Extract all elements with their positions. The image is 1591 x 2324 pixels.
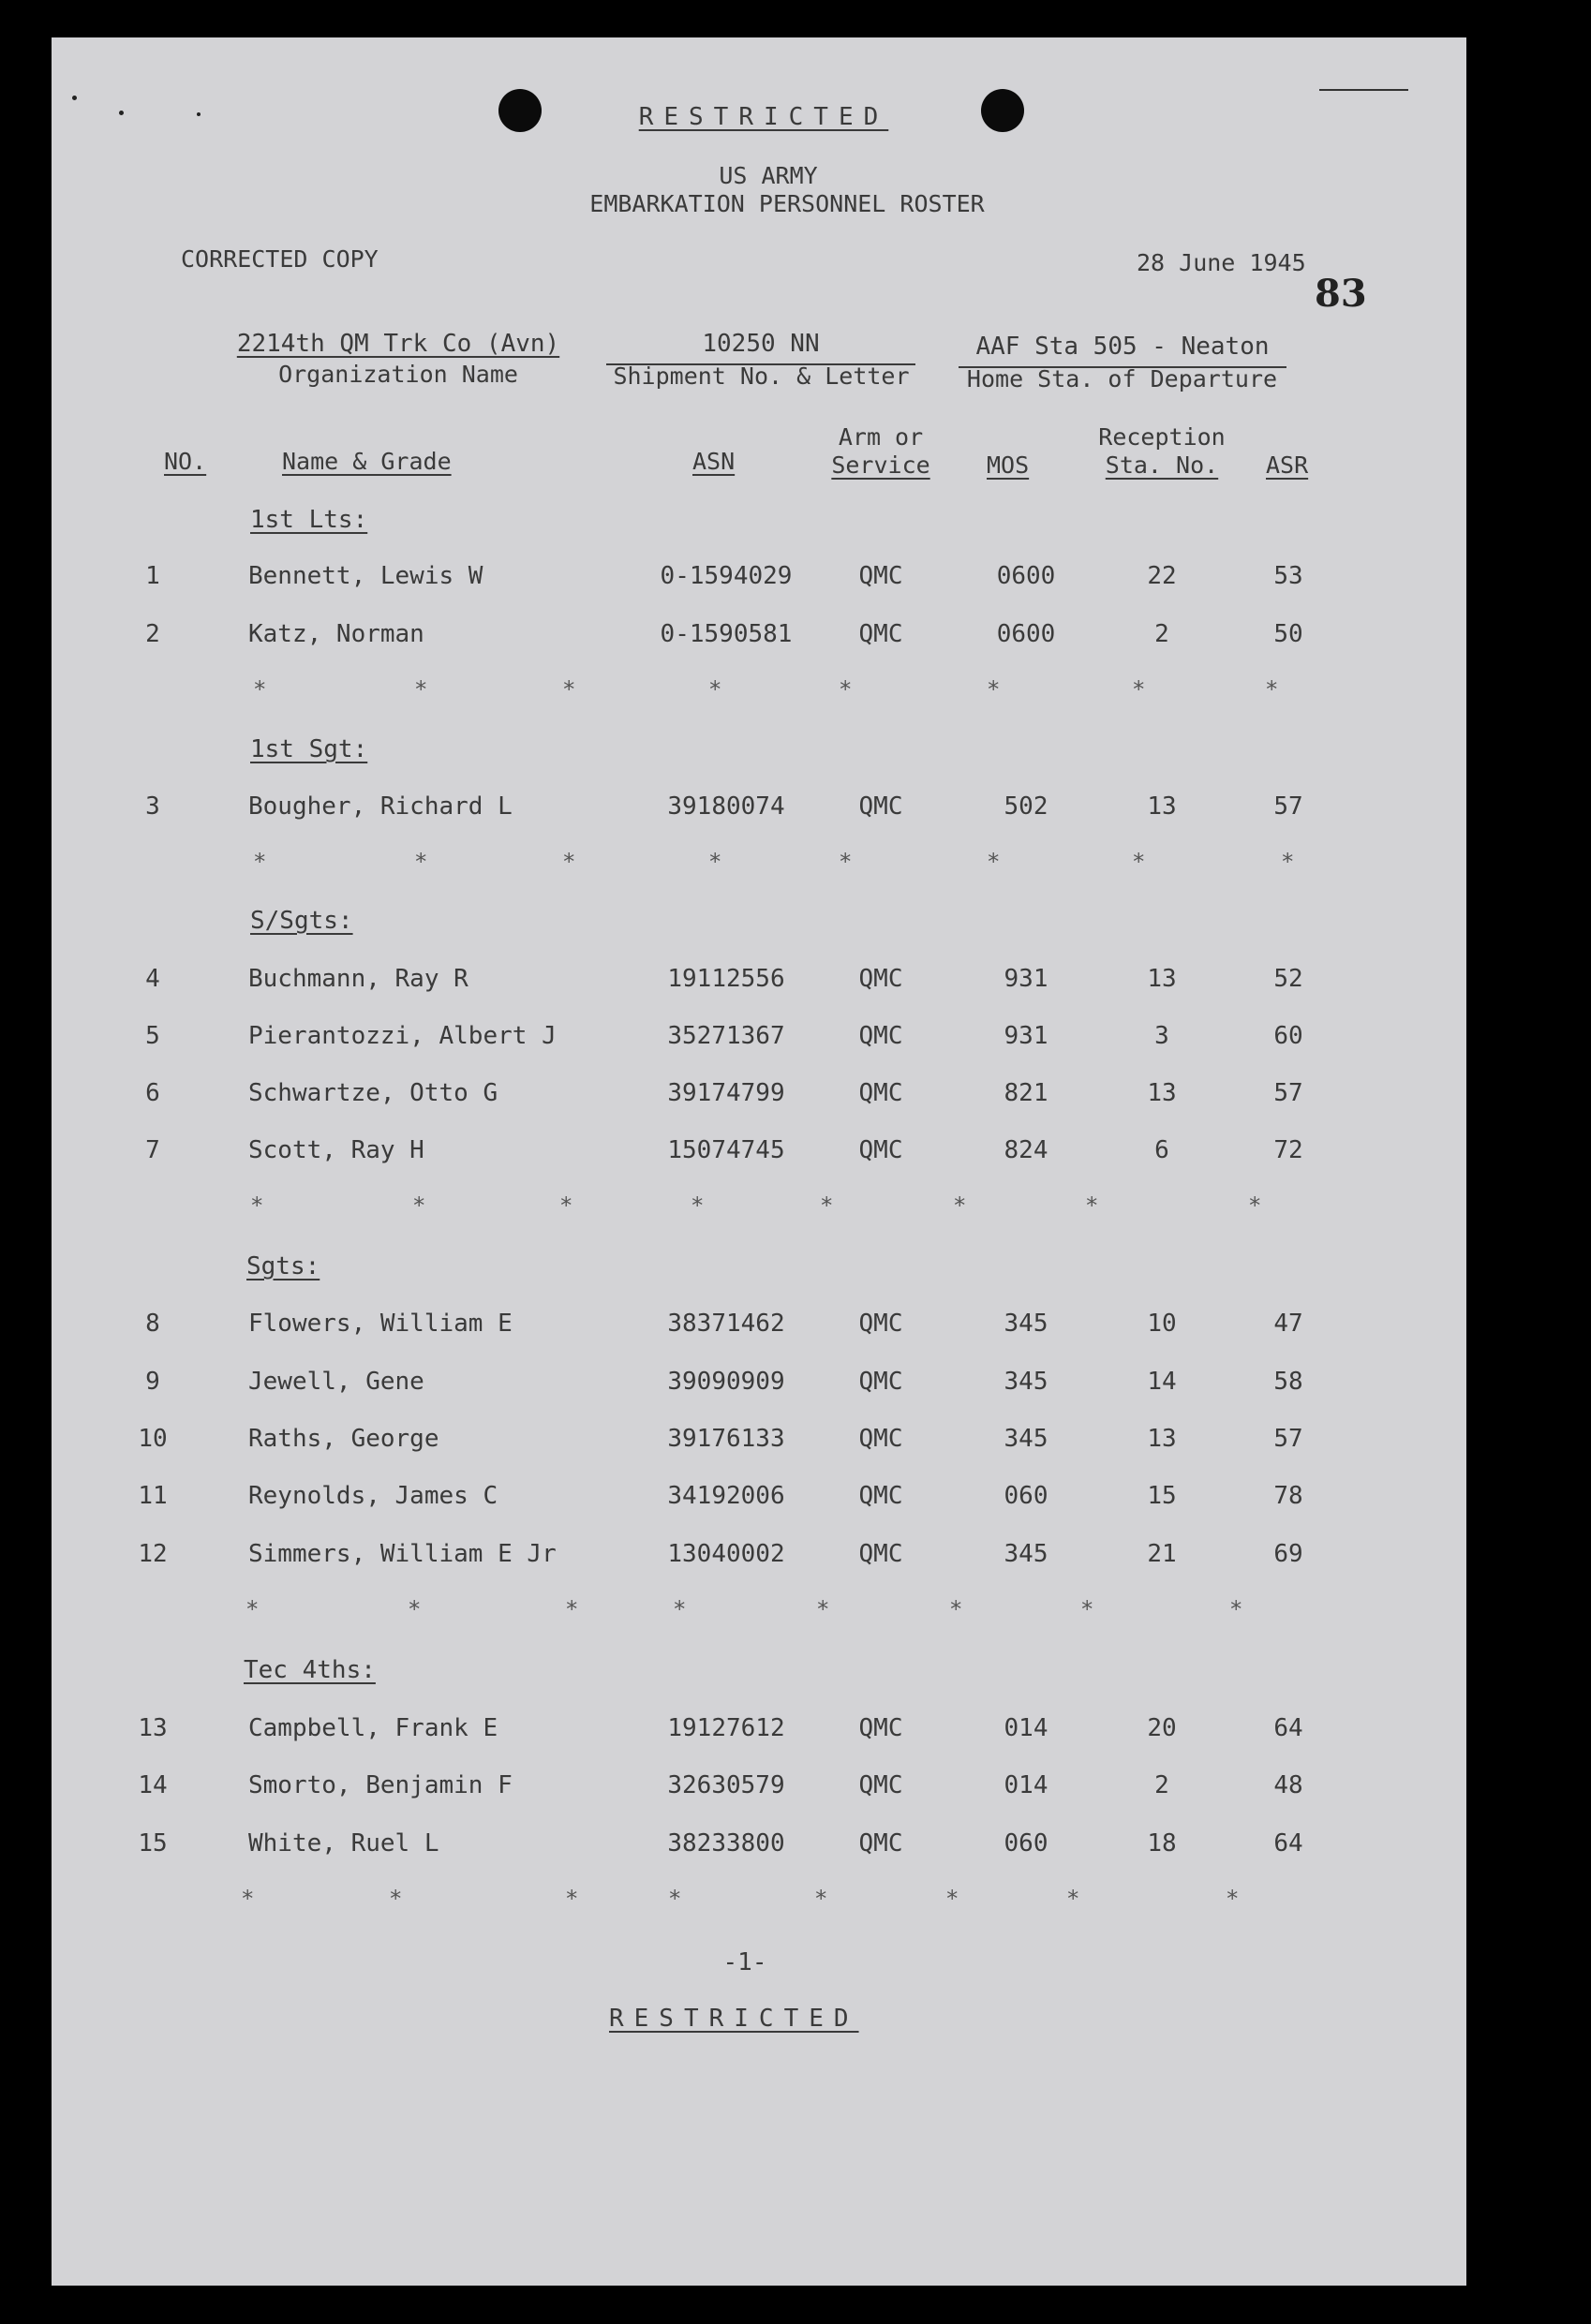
- cell-no: 14: [138, 1771, 168, 1799]
- cell-reception: 13: [1147, 965, 1177, 993]
- column-header-name: Name & Grade: [282, 448, 452, 475]
- separator-row: [52, 1886, 1466, 1914]
- cell-asr: 48: [1273, 1771, 1303, 1799]
- cell-asn: 39090909: [667, 1368, 785, 1396]
- shipment-value: 10250 NN: [606, 330, 915, 365]
- cell-arm: QMC: [858, 1079, 903, 1107]
- paper-mark: [1319, 89, 1408, 91]
- cell-name: Campbell, Frank E: [248, 1714, 498, 1742]
- cell-mos: 060: [1004, 1829, 1048, 1858]
- cell-asn: 39174799: [667, 1079, 785, 1107]
- punch-hole: [498, 89, 542, 132]
- separator-star: *: [839, 676, 853, 703]
- separator-star: *: [708, 849, 722, 875]
- column-header-mos: MOS: [987, 451, 1030, 479]
- separator-star: *: [1281, 849, 1295, 875]
- cell-mos: 931: [1004, 965, 1048, 993]
- cell-asr: 72: [1273, 1136, 1303, 1164]
- classification-top: RESTRICTED: [638, 103, 889, 131]
- cell-asn: 34192006: [667, 1482, 785, 1510]
- cell-no: 4: [145, 965, 160, 993]
- cell-mos: 345: [1004, 1310, 1048, 1338]
- separator-star: *: [1132, 676, 1146, 703]
- separator-star: *: [1132, 849, 1146, 875]
- agency-line: US ARMY: [719, 162, 818, 189]
- separator-star: *: [565, 1596, 579, 1622]
- cell-asn: 0-1594029: [660, 562, 793, 590]
- separator-star: *: [253, 676, 267, 703]
- cell-asn: 15074745: [667, 1136, 785, 1164]
- table-row: [52, 965, 1466, 1002]
- cell-reception: 13: [1147, 1425, 1177, 1453]
- organization-label: Organization Name: [278, 361, 518, 388]
- cell-name: Schwartze, Otto G: [248, 1079, 498, 1107]
- cell-asr: 64: [1273, 1829, 1303, 1858]
- cell-arm: QMC: [858, 1540, 903, 1568]
- cell-name: Reynolds, James C: [248, 1482, 498, 1510]
- cell-arm: QMC: [858, 1714, 903, 1742]
- separator-star: *: [245, 1596, 260, 1622]
- separator-star: *: [1226, 1886, 1240, 1912]
- cell-asr: 57: [1273, 1425, 1303, 1453]
- cell-arm: QMC: [858, 1425, 903, 1453]
- cell-arm: QMC: [858, 1136, 903, 1164]
- column-header-no: NO.: [164, 448, 207, 475]
- table-row: [52, 1022, 1466, 1059]
- cell-mos: 821: [1004, 1079, 1048, 1107]
- paper-speck: [119, 111, 124, 115]
- cell-no: 7: [145, 1136, 160, 1164]
- table-row: [52, 1540, 1466, 1577]
- cell-asn: 35271367: [667, 1022, 785, 1050]
- separator-star: *: [253, 849, 267, 875]
- cell-reception: 3: [1154, 1022, 1169, 1050]
- separator-star: *: [408, 1596, 422, 1622]
- cell-no: 5: [145, 1022, 160, 1050]
- table-row: [52, 1368, 1466, 1405]
- cell-asr: 78: [1273, 1482, 1303, 1510]
- cell-name: Buchmann, Ray R: [248, 965, 468, 993]
- column-header-arm-line2: Service: [831, 451, 930, 479]
- cell-arm: QMC: [858, 1022, 903, 1050]
- cell-arm: QMC: [858, 965, 903, 993]
- table-row: [52, 1136, 1466, 1174]
- cell-reception: 18: [1147, 1829, 1177, 1858]
- separator-star: *: [241, 1886, 255, 1912]
- separator-star: *: [987, 676, 1001, 703]
- grade-heading: S/Sgts:: [250, 907, 353, 935]
- cell-reception: 2: [1154, 1771, 1169, 1799]
- cell-asr: 52: [1273, 965, 1303, 993]
- cell-mos: 345: [1004, 1368, 1048, 1396]
- cell-asn: 0-1590581: [660, 620, 793, 648]
- cell-reception: 6: [1154, 1136, 1169, 1164]
- separator-star: *: [562, 676, 576, 703]
- cell-name: Bougher, Richard L: [248, 792, 513, 821]
- column-header-reception-line2: Sta. No.: [1105, 451, 1219, 479]
- cell-name: Jewell, Gene: [248, 1368, 424, 1396]
- cell-asr: 47: [1273, 1310, 1303, 1338]
- cell-asn: 19112556: [667, 965, 785, 993]
- cell-name: Simmers, William E Jr: [248, 1540, 557, 1568]
- cell-mos: 824: [1004, 1136, 1048, 1164]
- column-header-asn: ASN: [692, 448, 736, 475]
- cell-reception: 21: [1147, 1540, 1177, 1568]
- table-row: [52, 1482, 1466, 1519]
- separator-star: *: [668, 1886, 682, 1912]
- grade-heading: 1st Lts:: [250, 506, 368, 534]
- column-header-arm-line1: Arm or: [838, 423, 924, 451]
- cell-mos: 060: [1004, 1482, 1048, 1510]
- cell-mos: 345: [1004, 1540, 1048, 1568]
- cell-no: 6: [145, 1079, 160, 1107]
- separator-star: *: [1085, 1192, 1099, 1219]
- cell-arm: QMC: [858, 792, 903, 821]
- separator-star: *: [562, 849, 576, 875]
- cell-reception: 22: [1147, 562, 1177, 590]
- separator-row: [52, 1596, 1466, 1624]
- paper-speck: [72, 96, 77, 100]
- separator-star: *: [816, 1596, 830, 1622]
- paper-speck: [197, 112, 201, 116]
- separator-star: *: [691, 1192, 705, 1219]
- page-stamp: 83: [1315, 272, 1367, 316]
- cell-no: 8: [145, 1310, 160, 1338]
- separator-star: *: [1248, 1192, 1262, 1219]
- roster-date: 28 June 1945: [1137, 249, 1306, 276]
- cell-no: 9: [145, 1368, 160, 1396]
- separator-star: *: [708, 676, 722, 703]
- separator-star: *: [820, 1192, 834, 1219]
- cell-reception: 10: [1147, 1310, 1177, 1338]
- cell-reception: 13: [1147, 792, 1177, 821]
- cell-asr: 57: [1273, 792, 1303, 821]
- separator-star: *: [1265, 676, 1279, 703]
- table-row: [52, 1771, 1466, 1809]
- cell-arm: QMC: [858, 1482, 903, 1510]
- cell-arm: QMC: [858, 1310, 903, 1338]
- cell-mos: 502: [1004, 792, 1048, 821]
- cell-asr: 64: [1273, 1714, 1303, 1742]
- cell-no: 11: [138, 1482, 168, 1510]
- separator-star: *: [414, 676, 428, 703]
- cell-name: Bennett, Lewis W: [248, 562, 483, 590]
- cell-name: White, Ruel L: [248, 1829, 439, 1858]
- table-row: [52, 792, 1466, 830]
- cell-mos: 931: [1004, 1022, 1048, 1050]
- separator-star: *: [250, 1192, 264, 1219]
- column-header-asr: ASR: [1266, 451, 1309, 479]
- cell-mos: 0600: [996, 620, 1056, 648]
- cell-name: Scott, Ray H: [248, 1136, 424, 1164]
- grade-heading: Tec 4ths:: [244, 1656, 376, 1684]
- column-header-reception-line1: Reception: [1098, 423, 1226, 451]
- table-row: [52, 1079, 1466, 1117]
- cell-asr: 50: [1273, 620, 1303, 648]
- cell-asr: 69: [1273, 1540, 1303, 1568]
- cell-name: Flowers, William E: [248, 1310, 513, 1338]
- cell-mos: 0600: [996, 562, 1056, 590]
- table-row: [52, 562, 1466, 600]
- cell-asn: 38233800: [667, 1829, 785, 1858]
- separator-star: *: [949, 1596, 963, 1622]
- cell-reception: 15: [1147, 1482, 1177, 1510]
- separator-star: *: [1066, 1886, 1080, 1912]
- separator-star: *: [987, 849, 1001, 875]
- separator-row: [52, 1192, 1466, 1221]
- copy-note: CORRECTED COPY: [181, 245, 379, 273]
- separator-star: *: [559, 1192, 573, 1219]
- grade-heading: Sgts:: [246, 1252, 320, 1280]
- roster-page: [52, 37, 1466, 2286]
- cell-arm: QMC: [858, 1771, 903, 1799]
- separator-star: *: [414, 849, 428, 875]
- cell-mos: 014: [1004, 1771, 1048, 1799]
- cell-name: Raths, George: [248, 1425, 439, 1453]
- cell-reception: 13: [1147, 1079, 1177, 1107]
- cell-no: 1: [145, 562, 160, 590]
- cell-asn: 39176133: [667, 1425, 785, 1453]
- home-station-label: Home Sta. of Departure: [966, 365, 1278, 392]
- table-row: [52, 1310, 1466, 1347]
- table-row: [52, 620, 1466, 658]
- home-station-value: AAF Sta 505 - Neaton: [959, 333, 1286, 368]
- separator-star: *: [953, 1192, 967, 1219]
- separator-star: *: [412, 1192, 426, 1219]
- cell-arm: QMC: [858, 562, 903, 590]
- roster-title: EMBARKATION PERSONNEL ROSTER: [589, 190, 985, 217]
- cell-no: 10: [138, 1425, 168, 1453]
- separator-star: *: [1080, 1596, 1094, 1622]
- cell-no: 12: [138, 1540, 168, 1568]
- cell-reception: 14: [1147, 1368, 1177, 1396]
- cell-name: Katz, Norman: [248, 620, 424, 648]
- separator-star: *: [1229, 1596, 1243, 1622]
- table-row: [52, 1829, 1466, 1867]
- grade-heading: 1st Sgt:: [250, 735, 368, 763]
- classification-bottom: RESTRICTED: [609, 2005, 859, 2033]
- organization-value: 2214th QM Trk Co (Avn): [236, 330, 560, 358]
- cell-name: Pierantozzi, Albert J: [248, 1022, 557, 1050]
- cell-mos: 014: [1004, 1714, 1048, 1742]
- cell-reception: 20: [1147, 1714, 1177, 1742]
- cell-asr: 53: [1273, 562, 1303, 590]
- cell-asr: 57: [1273, 1079, 1303, 1107]
- cell-arm: QMC: [858, 620, 903, 648]
- separator-star: *: [673, 1596, 687, 1622]
- separator-star: *: [839, 849, 853, 875]
- cell-asn: 19127612: [667, 1714, 785, 1742]
- cell-no: 15: [138, 1829, 168, 1858]
- shipment-label: Shipment No. & Letter: [613, 363, 910, 390]
- cell-asn: 13040002: [667, 1540, 785, 1568]
- cell-asn: 38371462: [667, 1310, 785, 1338]
- cell-asn: 32630579: [667, 1771, 785, 1799]
- cell-no: 3: [145, 792, 160, 821]
- cell-name: Smorto, Benjamin F: [248, 1771, 513, 1799]
- cell-arm: QMC: [858, 1829, 903, 1858]
- table-row: [52, 1714, 1466, 1752]
- table-row: [52, 1425, 1466, 1462]
- cell-reception: 2: [1154, 620, 1169, 648]
- separator-star: *: [565, 1886, 579, 1912]
- punch-hole: [981, 89, 1024, 132]
- cell-asr: 60: [1273, 1022, 1303, 1050]
- cell-no: 2: [145, 620, 160, 648]
- separator-star: *: [389, 1886, 403, 1912]
- separator-star: *: [945, 1886, 959, 1912]
- cell-mos: 345: [1004, 1425, 1048, 1453]
- cell-asr: 58: [1273, 1368, 1303, 1396]
- cell-arm: QMC: [858, 1368, 903, 1396]
- separator-row: [52, 676, 1466, 704]
- cell-asn: 39180074: [667, 792, 785, 821]
- separator-star: *: [814, 1886, 828, 1912]
- page-number: -1-: [722, 1948, 767, 1976]
- cell-no: 13: [138, 1714, 168, 1742]
- separator-row: [52, 849, 1466, 877]
